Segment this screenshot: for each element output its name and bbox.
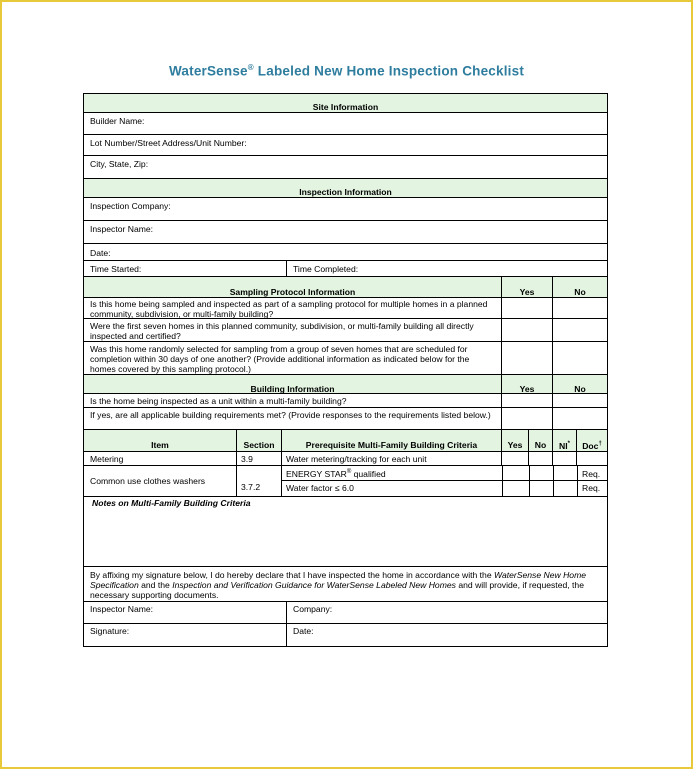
inspection-company-label: Inspection Company: (90, 201, 171, 211)
sampling-header (84, 277, 607, 298)
builder-name-row[interactable] (84, 113, 607, 135)
energy-star-yes-cell[interactable] (502, 466, 529, 480)
col-section-header: Section (236, 430, 281, 451)
sampling-q1-no-cell[interactable] (552, 298, 607, 318)
building-q1-row (84, 394, 607, 408)
lot-address-label: Lot Number/Street Address/Unit Number: (90, 138, 247, 148)
metering-criteria: Water metering/tracking for each unit (281, 452, 501, 465)
notes-label: Notes on Multi-Family Building Criteria (92, 498, 251, 508)
sampling-q1-text: Is this home being sampled and inspected as part of a sampling protocol for multiple homes in a planned community, subdivision, or multi-family building? (90, 299, 488, 319)
water-factor-criteria: Water factor ≤ 6.0 (286, 483, 354, 493)
sampling-title: Sampling Protocol Information (229, 287, 356, 297)
checklist-table (83, 93, 608, 647)
washers-subrows (281, 466, 607, 496)
document-title (0, 63, 693, 79)
title-text: Labeled New Home Inspection Checklist (253, 63, 525, 79)
title-brand: WaterSense (168, 63, 248, 79)
washers-item: Common use clothes washers (90, 476, 206, 486)
sampling-yes-header: Yes (501, 277, 552, 297)
signoff-company-label[interactable]: Company: (286, 602, 607, 623)
building-q1-yes-cell[interactable] (501, 394, 552, 407)
building-no-header: No (552, 375, 607, 393)
col-yes-header: Yes (501, 430, 528, 451)
washers-energy-star-subrow (282, 466, 608, 481)
declaration-row (84, 567, 607, 602)
inspection-date-label: Date: (90, 248, 111, 258)
col-item-header: Item (151, 440, 169, 450)
sampling-q1-row (84, 298, 607, 319)
col-doc-header: Doc† (576, 430, 607, 451)
building-q2-text: If yes, are all applicable building requirements met? (Provide responses to the requirements listed below.) (90, 410, 491, 420)
col-ni-header: NI* (552, 430, 576, 451)
water-factor-doc: Req. (577, 481, 608, 496)
site-info-header (84, 94, 607, 113)
col-no-header: No (528, 430, 552, 451)
building-q2-no-cell[interactable] (552, 408, 607, 429)
signoff-row-1 (84, 602, 607, 624)
inspection-info-header (84, 179, 607, 198)
sampling-q2-no-cell[interactable] (552, 319, 607, 341)
lot-address-row[interactable] (84, 135, 607, 156)
inspector-name-row[interactable] (84, 221, 607, 244)
metering-yes-cell[interactable] (501, 452, 528, 465)
time-row (84, 261, 607, 277)
sampling-q3-no-cell[interactable] (552, 342, 607, 374)
criteria-row-clothes-washers (84, 466, 607, 497)
sampling-q1-yes-cell[interactable] (501, 298, 552, 318)
title-registered-mark: ® (247, 63, 254, 72)
energy-star-ni-cell[interactable] (553, 466, 577, 480)
declaration-text: By affixing my signature below, I do hereby declare that I have inspected the home in accordance with the WaterSense New Home Specification and the Inspection and Verification Guidance for WaterSense Labeled New Homes and will provide, if requested, the necessary supporting documents. (90, 570, 587, 600)
builder-name-label: Builder Name: (90, 116, 145, 126)
site-info-title: Site Information (312, 102, 379, 112)
sampling-q2-yes-cell[interactable] (501, 319, 552, 341)
energy-star-doc: Req. (577, 466, 608, 480)
sampling-q2-row (84, 319, 607, 342)
time-completed-label[interactable]: Time Completed: (286, 261, 607, 276)
washers-energy-star-criteria: ENERGY STAR® qualified (286, 468, 386, 479)
signoff-date-label[interactable]: Date: (286, 624, 607, 646)
washers-water-factor-subrow (282, 481, 608, 496)
city-state-zip-row[interactable] (84, 156, 607, 179)
inspection-date-row[interactable] (84, 244, 607, 261)
inspection-info-title: Inspection Information (299, 187, 392, 197)
criteria-row-metering (84, 452, 607, 466)
sampling-q3-row (84, 342, 607, 375)
building-q1-no-cell[interactable] (552, 394, 607, 407)
sampling-q2-text: Were the first seven homes in this planned community, subdivision, or multi-family building all directly inspected and certified? (90, 321, 474, 341)
signoff-row-2 (84, 624, 607, 646)
washers-section: 3.7.2 (236, 466, 281, 496)
signoff-inspector-label[interactable]: Inspector Name: (90, 604, 154, 614)
metering-item: Metering (90, 454, 124, 464)
sampling-q3-yes-cell[interactable] (501, 342, 552, 374)
building-header (84, 375, 607, 394)
metering-doc-cell (576, 452, 607, 465)
signoff-signature-label[interactable]: Signature: (90, 626, 130, 636)
sampling-no-header: No (552, 277, 607, 297)
building-q2-yes-cell[interactable] (501, 408, 552, 429)
col-criteria-header: Prerequisite Multi-Family Building Criteria (281, 430, 501, 451)
building-yes-header: Yes (501, 375, 552, 393)
sampling-q3-text: Was this home randomly selected for sampling from a group of seven homes that are scheduled for completion within 30 days of one another? (Provide additional information as indicated below for the homes covered by this sampling protocol.) (90, 344, 470, 374)
metering-section: 3.9 (236, 452, 281, 465)
criteria-header (84, 430, 607, 452)
water-factor-no-cell[interactable] (529, 481, 553, 496)
water-factor-yes-cell[interactable] (502, 481, 529, 496)
building-title: Building Information (250, 384, 335, 394)
inspector-name-label: Inspector Name: (90, 224, 154, 234)
time-started-label[interactable]: Time Started: (90, 264, 142, 274)
water-factor-ni-cell[interactable] (553, 481, 577, 496)
city-state-zip-label: City, State, Zip: (90, 159, 149, 169)
building-q2-row (84, 408, 607, 430)
metering-ni-cell[interactable] (552, 452, 576, 465)
inspection-company-row[interactable] (84, 198, 607, 221)
metering-no-cell[interactable] (528, 452, 552, 465)
notes-area[interactable] (84, 497, 607, 567)
energy-star-no-cell[interactable] (529, 466, 553, 480)
building-q1-text: Is the home being inspected as a unit within a multi-family building? (90, 396, 347, 406)
